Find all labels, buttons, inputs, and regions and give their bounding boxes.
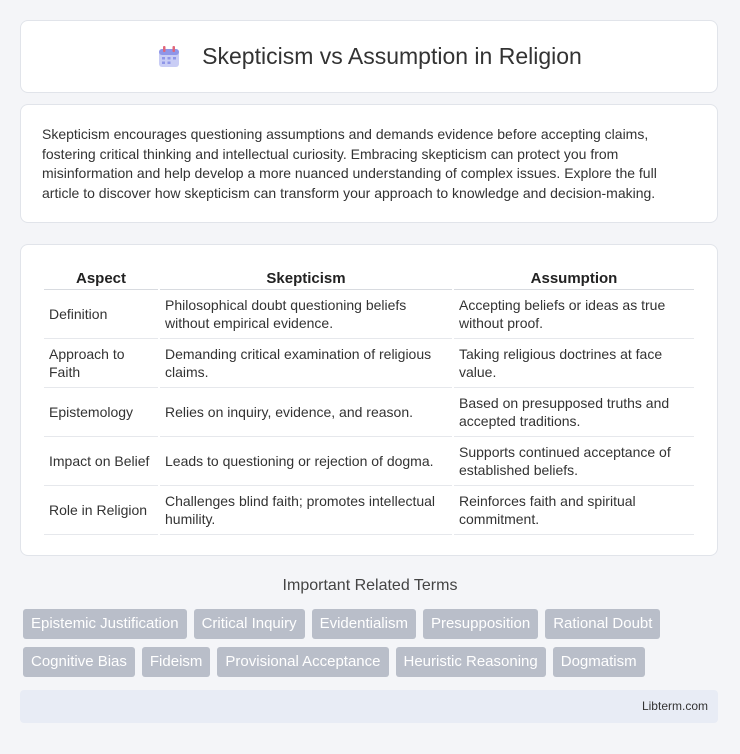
aspect-cell: Approach to Faith (44, 339, 158, 388)
footer (20, 690, 718, 723)
tag-fideism[interactable]: Fideism (142, 647, 211, 677)
aspect-cell: Epistemology (44, 388, 158, 437)
related-terms-tags (23, 609, 723, 685)
tag-provisional-acceptance[interactable]: Provisional Acceptance (217, 647, 388, 677)
table-row (44, 388, 694, 437)
intro-card (20, 104, 718, 223)
header-assumption: Assumption (454, 266, 694, 290)
calendar-icon (156, 44, 182, 70)
tag-row (23, 609, 723, 639)
assumption-cell: Reinforces faith and spiritual commitment. (454, 486, 694, 535)
skepticism-cell: Relies on inquiry, evidence, and reason. (160, 388, 452, 437)
assumption-cell: Accepting beliefs or ideas as true without proof. (454, 290, 694, 339)
tag-row (23, 647, 723, 677)
header-skepticism: Skepticism (160, 266, 452, 290)
comparison-table (42, 266, 696, 535)
skepticism-cell: Demanding critical examination of religious claims. (160, 339, 452, 388)
tag-epistemic-justification[interactable]: Epistemic Justification (23, 609, 187, 639)
related-terms-title: Important Related Terms (282, 577, 458, 594)
tag-dogmatism[interactable]: Dogmatism (553, 647, 645, 677)
aspect-cell: Definition (44, 290, 158, 339)
tag-evidentialism[interactable]: Evidentialism (312, 609, 416, 639)
assumption-cell: Based on presupposed truths and accepted traditions. (454, 388, 694, 437)
title-card (20, 20, 718, 93)
table-row (44, 290, 694, 339)
page-title: Skepticism vs Assumption in Religion (202, 43, 582, 69)
footer-brand-link[interactable]: Libterm.com (641, 699, 708, 713)
tag-critical-inquiry[interactable]: Critical Inquiry (194, 609, 305, 639)
table-header-row (44, 266, 694, 290)
aspect-cell: Role in Religion (44, 486, 158, 535)
tag-heuristic-reasoning[interactable]: Heuristic Reasoning (396, 647, 546, 677)
assumption-cell: Supports continued acceptance of established beliefs. (454, 437, 694, 486)
aspect-cell: Impact on Belief (44, 437, 158, 486)
skepticism-cell: Leads to questioning or rejection of dogma. (160, 437, 452, 486)
tag-presupposition[interactable]: Presupposition (423, 609, 538, 639)
skepticism-cell: Challenges blind faith; promotes intellectual humility. (160, 486, 452, 535)
assumption-cell: Taking religious doctrines at face value. (454, 339, 694, 388)
skepticism-cell: Philosophical doubt questioning beliefs without empirical evidence. (160, 290, 452, 339)
header-aspect: Aspect (44, 266, 158, 290)
intro-text: Skepticism encourages questioning assumptions and demands evidence before accepting claims, fostering critical thinking and intellectual curiosity. Embracing skepticism can protect you from misinformation and help develop a more nuanced understanding of complex issues. Explore the full article to discover how skepticism can transform your approach to knowledge and decision-making. (42, 126, 657, 201)
comparison-table-card (20, 244, 718, 556)
table-row (44, 339, 694, 388)
table-row (44, 486, 694, 535)
tag-rational-doubt[interactable]: Rational Doubt (545, 609, 660, 639)
table-row (44, 437, 694, 486)
tag-cognitive-bias[interactable]: Cognitive Bias (23, 647, 135, 677)
